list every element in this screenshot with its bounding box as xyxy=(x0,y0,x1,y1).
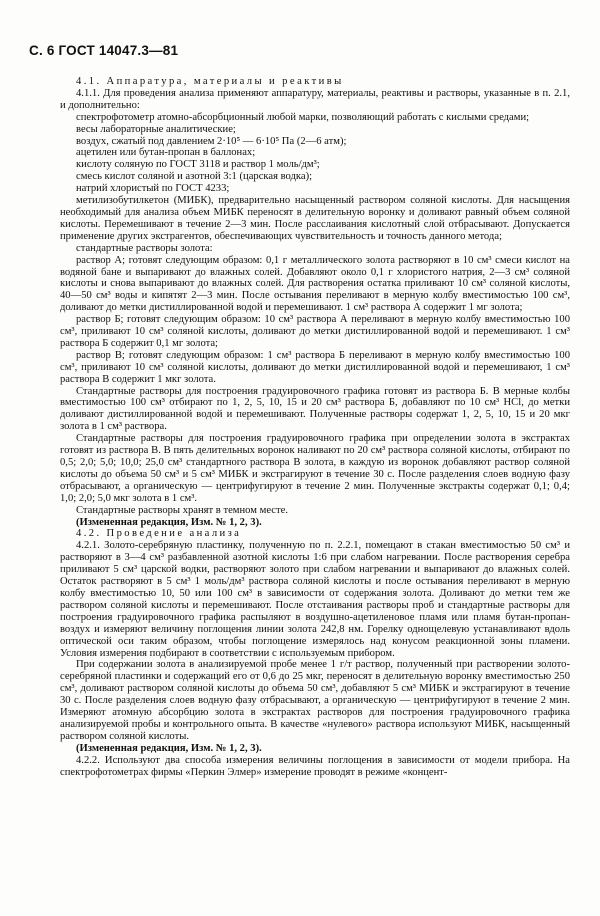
solution-b: раствор Б; готовят следующим образом: 10 см³ раствора А переливают в мерную колбу вместимостью 100 см³, приливают 10 см³ соляной кислоты, доливают до метки дистиллированной водой и перемешивают. 1 см³ раствора Б содержит 0,1 мг золота; xyxy=(60,314,570,349)
list-item-mibk: метилизобутилкетон (МИБК), предварительно насыщенный раствором соляной кислоты. Для насыщения необходимый для анализа объем МИБК переносят в делительную воронку и доливают равный объем соляной кислоты. Перемешивают в течение 2—3 мин. После расслаивания кислотный слой отбрасывают. Допускается применение других экстрагентов, обеспечивающих чувствительность и точность данного метода; xyxy=(60,195,570,242)
list-item-spectrophotometer: спектрофотометр атомно-абсорбционный любой марки, позволяющий работать с кислыми средами; xyxy=(76,111,530,123)
list-item-hcl: кислоту соляную по ГОСТ 3118 и раствор 1 моль/дм³; xyxy=(76,159,320,171)
paragraph-4-1-1: 4.1.1. Для проведения анализа применяют аппаратуру, материалы, реактивы и растворы, указанные в п. 2.1, и дополнительно: xyxy=(60,87,570,111)
solution-v: раствор В; готовят следующим образом: 1 см³ раствора Б переливают в мерную колбу вместимостью 100 см³, приливают 10 см³ соляной кислоты, доливают до метки дистиллированной водой и перемешивают, 1 см³ раствора В содержит 1 мкг золота. xyxy=(60,349,570,385)
list-item-standard-solutions: стандартные растворы золота: xyxy=(76,242,213,254)
section-4-1-title: 4.1. Аппаратура, материалы и реактивы xyxy=(76,76,344,87)
list-item-scales: весы лабораторные аналитические; xyxy=(76,123,236,135)
list-item-aqua-regia: смесь кислот соляной и азотной 3:1 (царская водка); xyxy=(76,171,313,183)
edition-note-2: (Измененная редакция, Изм. № 1, 2, 3). xyxy=(76,742,262,754)
list-item-nacl: натрий хлористый по ГОСТ 4233; xyxy=(76,183,230,195)
edition-note-1: (Измененная редакция, Изм. № 1, 2, 3). xyxy=(76,516,262,528)
paragraph-4-2-1-b: При содержании золота в анализируемой пробе менее 1 г/т раствор, полученный при растворении золото-серебряной пластинки и содержащий его от 0,6 до 25 мкг, переносят в делительную воронку вместимостью 250 см³, доливают раствором соляной кислоты до объема 50 см³, добавляют 5 см³ МИБК и экстрагируют в течение 30 с. После разделения слоев водную фазу отбрасывают, а органическую — центрифугируют в течение 2 мин. Измеряют атомную абсорбцию золота в экстрактах растворов для построения градуировочного графика анализируемой пробы и контрольного опыта. В качестве «нулевого» раствора используют МИБК, насыщенный раствором соляной кислоты. xyxy=(60,659,570,742)
standard-paragraph-1: Стандартные растворы для построения градуировочного графика готовят из раствора Б. В мерные колбы вместимостью 100 см³ отбирают по 1, 2, 5, 10, 15 и 20 см³ раствора Б, добавляют по 10 см³ HCl, до метки доливают дистиллированной водой и перемешивают. Полученные растворы содержат 1, 2, 5, 10, 15 и 20 мкг золота в 1 см³ раствора. xyxy=(60,385,570,433)
standard-paragraph-2: Стандартные растворы для построения градуировочного графика при определении золота в экстрактах готовят из раствора В. В пять делительных воронок наливают по 20 см³ раствора соляной кислоты, отбирают по 0,5; 2,0; 5,0; 10,0; 25,0 см³ стандартного раствора В золота, в каждую из воронок добавляют раствор соляной кислоты до объема 50 см³ и 5 см³ МИБК и экстрагируют в течение 30 с. После разделения слоев водную фазу отбрасывают, а органическую — центрифугируют в течение 2 мин. Полученные экстракты содержат 0,1; 0,4; 1,0; 2,0; 5,0 мкг золота в 1 см³. xyxy=(60,433,570,504)
paragraph-4-2-2: 4.2.2. Используют два способа измерения величины поглощения в зависимости от модели прибора. На спектрофотометрах фирмы «Перкин Элмер» измерение проводят в режиме «концент- xyxy=(60,754,570,778)
list-item-acetylene: ацетилен или бутан-пропан в баллонах; xyxy=(76,147,256,159)
standard-paragraph-3: Стандартные растворы хранят в темном месте. xyxy=(76,504,288,516)
page-header: С. 6 ГОСТ 14047.3—81 xyxy=(29,43,179,58)
paragraph-4-2-1: 4.2.1. Золото-серебряную пластинку, полученную по п. 2.2.1, помещают в стакан вместимостью 50 см³ и растворяют в 3—4 см³ разбавленной азотной кислоты 1:6 при слабом нагревании. После растворения серебра приливают 5 см³ царской водки, растворяют золото при слабом нагревании и выпаривают до влажных солей. Остаток растворяют в 5 см³ 1 моль/дм³ раствора соляной кислоты и после остывания переливают в мерную колбу вместимостью 10, 50 или 100 см³ в зависимости от содержания золота. Доливают до метки тем же раствором соляной кислоты и перемешивают. После отстаивания растворы проб и стандартные растворы для построения градуировочного графика распыляют в воздушно-ацетиленовое пламя или пламя бутан-пропан-воздух и измеряют величину поглощения линии золота 242,8 нм. Горелку однощелевую устанавливают вдоль оптической оси таким образом, чтобы поглощение измерялось над конусом реакционной зоны пламени. Условия измерения подбирают в соответствии с используемым прибором. xyxy=(60,540,570,659)
document-body xyxy=(60,76,570,778)
solution-a: раствор А; готовят следующим образом: 0,1 г металлического золота растворяют в 10 см³ смеси кислот на водяной бане и выпаривают до влажных солей. Добавляют около 0,1 г хлористого натрия, 2—3 см³ соляной кислоты и снова выпаривают до влажных солей. Для растворения остатка приливают 10 см³ соляной кислоты, 40—50 см³ воды и кипятят 2—3 мин. После остывания переливают в мерную колбу вместимостью 100 см³, доливают до метки дистиллированной водой и перемешивают. 1 см³ раствора А содержит 1 мг золота; xyxy=(60,254,570,314)
section-4-2-title: 4.2. Проведение анализа xyxy=(76,528,242,540)
list-item-air: воздух, сжатый под давлением 2·10⁵ — 6·10⁵ Па (2—6 атм); xyxy=(76,135,347,147)
